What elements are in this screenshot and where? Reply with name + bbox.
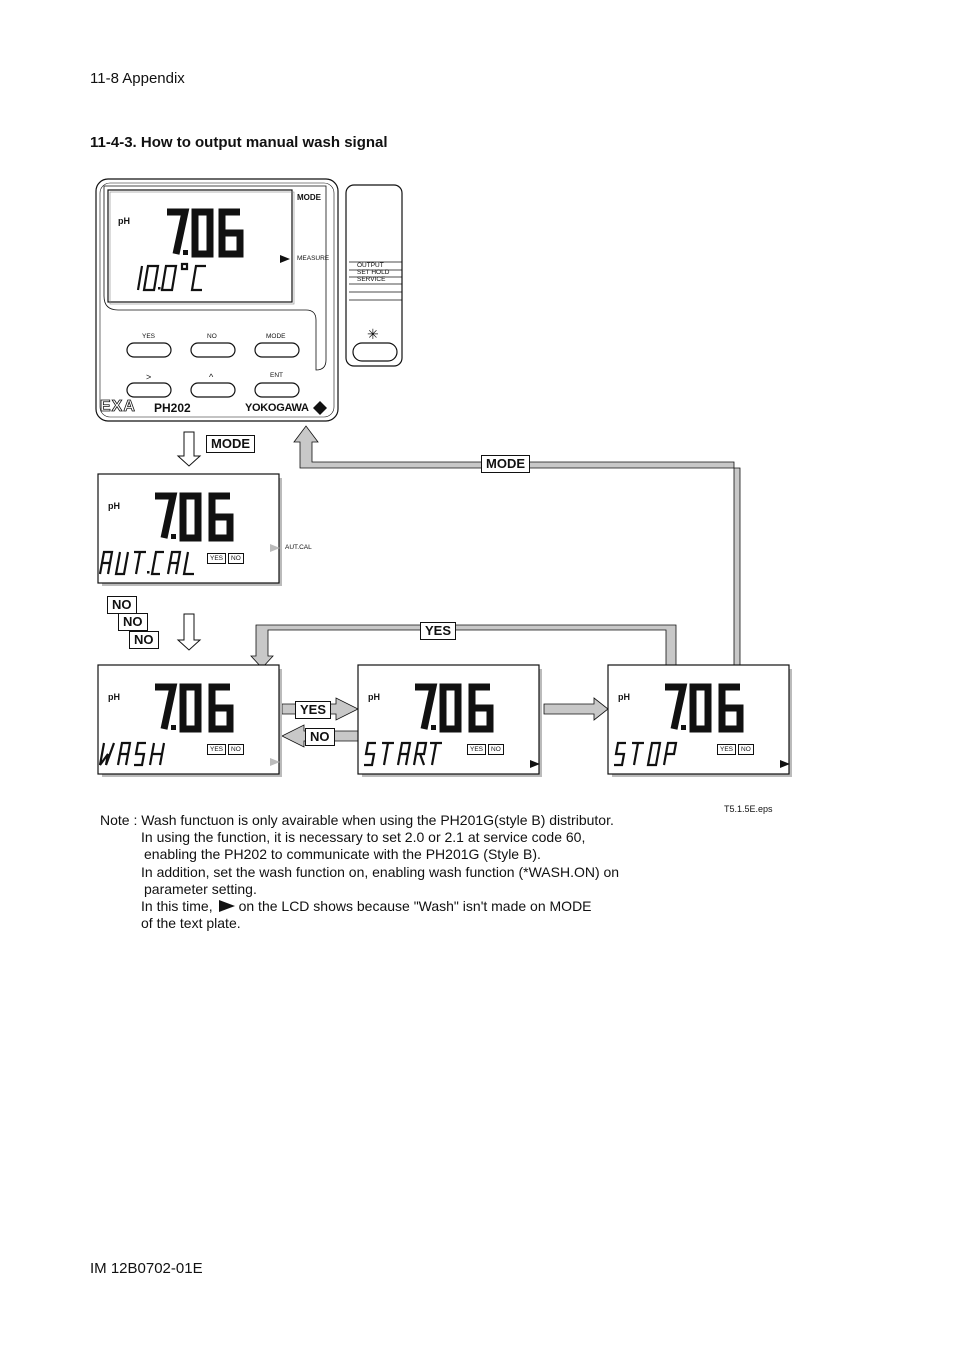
autcal-unit: pH bbox=[108, 501, 120, 511]
key-yes-label: YES bbox=[142, 333, 156, 340]
note-line-2: In using the function, it is necessary to set 2.0 or 2.1 at service code 60, bbox=[141, 829, 586, 846]
arrow-down-mode bbox=[178, 432, 200, 466]
screen-stop bbox=[608, 665, 792, 777]
tag-yes-return: YES bbox=[420, 622, 456, 640]
page-footer: IM 12B0702-01E bbox=[90, 1260, 203, 1277]
start-yes-label: YES bbox=[467, 744, 486, 755]
stop-no-label: NO bbox=[738, 744, 754, 755]
tag-mode-return: MODE bbox=[481, 455, 530, 473]
figure-id: T5.1.5E.eps bbox=[724, 804, 773, 814]
wash-yes-label: YES bbox=[207, 744, 226, 755]
maker-logo: YOKOGAWA bbox=[245, 402, 309, 414]
screen-start bbox=[358, 665, 542, 777]
key-star[interactable] bbox=[353, 343, 397, 361]
arrow-start-to-stop bbox=[544, 698, 608, 720]
autcal-yes-label: YES bbox=[207, 553, 226, 564]
key-right-label: > bbox=[146, 372, 152, 382]
note-line-7: of the text plate. bbox=[141, 915, 241, 932]
screen-autcal bbox=[98, 474, 282, 586]
autcal-side-label: AUT.CAL bbox=[285, 544, 312, 551]
key-mode[interactable] bbox=[255, 343, 299, 357]
note-line-6a: In this time, bbox=[141, 897, 213, 914]
key-yes[interactable] bbox=[127, 343, 171, 357]
key-no[interactable] bbox=[191, 343, 235, 357]
tag-no-2: NO bbox=[118, 613, 148, 631]
key-right[interactable] bbox=[127, 383, 171, 397]
note-line-6 bbox=[100, 898, 619, 915]
tag-no-3: NO bbox=[129, 631, 159, 649]
star-icon: ✳ bbox=[367, 326, 379, 342]
device-lcd bbox=[108, 190, 292, 302]
tag-no-1: NO bbox=[107, 596, 137, 614]
arrow-down-no bbox=[178, 614, 200, 650]
tag-yes-right: YES bbox=[295, 701, 331, 719]
note-block bbox=[100, 812, 619, 932]
side-output-label: OUTPUT bbox=[357, 262, 384, 269]
start-unit: pH bbox=[368, 692, 380, 702]
tag-mode-down: MODE bbox=[206, 435, 255, 453]
note-line-5: parameter setting. bbox=[144, 880, 257, 897]
key-up[interactable] bbox=[191, 383, 235, 397]
stop-yes-label: YES bbox=[717, 744, 736, 755]
screen-wash bbox=[98, 665, 282, 777]
note-line-4: In addition, set the wash function on, enabling wash function (*WASH.ON) on bbox=[141, 863, 620, 880]
device-measure-label: MEASURE bbox=[297, 255, 330, 262]
arrow-yes-return bbox=[251, 625, 676, 668]
key-ent-label: ENT bbox=[270, 372, 283, 379]
key-ent[interactable] bbox=[255, 383, 299, 397]
brand-logo: EXA bbox=[100, 398, 136, 415]
start-no-label: NO bbox=[488, 744, 504, 755]
wash-unit: pH bbox=[108, 692, 120, 702]
side-panel-labels bbox=[357, 262, 389, 284]
key-mode-label: MODE bbox=[266, 333, 286, 340]
section-title: 11-4-3. How to output manual wash signal bbox=[90, 134, 388, 151]
key-no-label: NO bbox=[207, 333, 217, 340]
note-line-3: enabling the PH202 to communicate with the PH201G (Style B). bbox=[144, 846, 541, 863]
note-line-1: Note : Wash functuon is only avairable when using the PH201G(style B) distributor. bbox=[100, 812, 614, 828]
device-lcd-unit: pH bbox=[118, 216, 130, 226]
device-mode-label: MODE bbox=[297, 193, 321, 202]
tag-no-left: NO bbox=[305, 728, 335, 746]
page-header: 11-8 Appendix bbox=[90, 70, 185, 87]
key-up-label: ^ bbox=[209, 372, 214, 382]
play-triangle-icon bbox=[219, 900, 235, 912]
note-line-6b: on the LCD shows because "Wash" isn't made on MODE bbox=[238, 897, 592, 914]
side-set-hold-label: SET HOLD bbox=[357, 269, 390, 277]
wash-no-label: NO bbox=[228, 744, 244, 755]
model-logo: PH202 bbox=[154, 401, 191, 415]
autcal-no-label: NO bbox=[228, 553, 244, 564]
side-service-label: SERVICE bbox=[357, 276, 386, 284]
stop-unit: pH bbox=[618, 692, 630, 702]
